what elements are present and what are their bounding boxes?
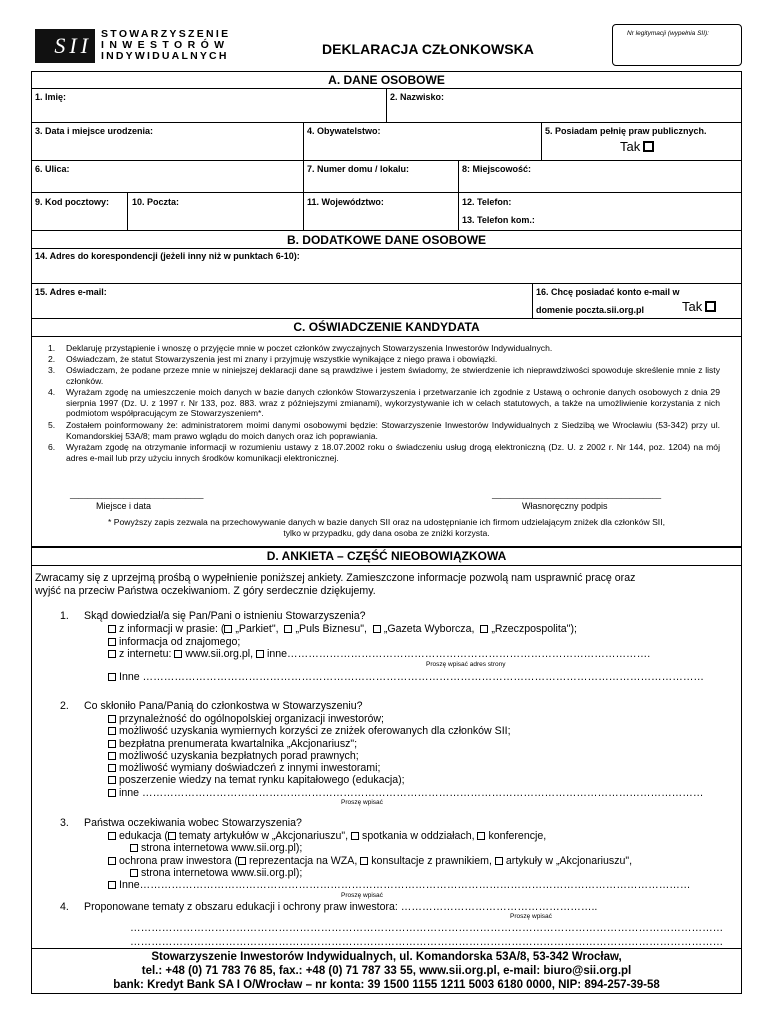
checkbox-icon[interactable] (130, 869, 138, 877)
q1-www-label: www.sii.org.pl, (185, 648, 254, 660)
field-telefon[interactable]: 12. Telefon: (462, 197, 512, 207)
section-a-heading: A. DANE OSOBOWE (328, 73, 445, 87)
checkbox-icon[interactable] (168, 832, 176, 840)
q3-konferencje-label: konferencje, (488, 830, 547, 842)
logo (35, 29, 250, 63)
checkbox-icon[interactable] (495, 857, 503, 865)
q1-rzeczpospolita-label: „Rzeczpospolita"); (491, 623, 577, 635)
q2-other-field[interactable]: inne …………………………………………………………………………………………………………………………………………… (119, 787, 704, 799)
field-poczta[interactable]: 10. Poczta: (132, 197, 180, 207)
q2-option-label: możliwość uzyskania wymiernych korzyści ze zniżek oferowanych dla członków SII; (119, 725, 511, 737)
q3-artykuly-label: artykuły w „Akcjonariuszu", (505, 855, 633, 867)
checkbox-icon[interactable] (108, 625, 116, 633)
q1-parkiet-label: „Parkiet", (235, 623, 279, 635)
statement-number: 5. (48, 420, 56, 430)
checkbox-icon[interactable] (108, 727, 116, 735)
footer-bank: bank: Kredyt Bank SA I O/Wrocław – nr konta: 39 1500 1155 1211 5003 6180 0000, NIP: 894-257-39-58 (113, 979, 660, 991)
place-date-label: Miejsce i data (96, 501, 152, 511)
question-2-text: Co skłoniło Pana/Panią do członkostwa w Stowarzyszeniu? (84, 700, 363, 712)
checkbox-icon[interactable] (373, 625, 381, 633)
legitymacja-label: Nr legitymacji (wypełnia SII): (627, 30, 709, 37)
statement-5 (48, 420, 720, 441)
question-4-number: 4. (60, 901, 69, 913)
q1-option-other (108, 671, 704, 683)
checkbox-icon[interactable] (108, 857, 116, 865)
field-ulica[interactable]: 6. Ulica: (35, 164, 70, 174)
q1-other-site-field[interactable]: inne…………………………………………………………………………………………. (267, 648, 651, 660)
q3-tematy-label: tematy artykułów w „Akcjonariuszu", (178, 830, 349, 842)
footer-address: Stowarzyszenie Inwestorów Indywidualnych, ul. Komandorska 53A/8, 53-342 Wrocław, (151, 951, 622, 963)
q2-option-label: bezpłatna prenumerata kwartalnika „Akcjonariusz"; (119, 738, 358, 750)
q3-line-3 (108, 855, 632, 867)
field-wojewodztwo[interactable]: 11. Województwo: (307, 197, 384, 207)
field-miejscowosc[interactable]: 8: Miejscowość: (462, 164, 532, 174)
q3-ochrona-label: ochrona praw inwestora ( (119, 855, 238, 867)
checkbox-icon[interactable] (108, 752, 116, 760)
field-email[interactable]: 15. Adres e-mail: (35, 287, 107, 297)
q3-strona-label: strona internetowa www.sii.org.pl); (141, 842, 303, 854)
footer-contact: tel.: +48 (0) 71 783 76 85, fax.: +48 (0) 71 787 33 55, www.sii.org.pl, e-mail: biuro@sii.org.pl (141, 965, 632, 977)
q1-option-internet (108, 648, 650, 660)
q1-gazeta-label: „Gazeta Wyborcza, (383, 623, 475, 635)
q2-option-label: możliwość uzyskania bezpłatnych porad prawnych; (119, 750, 359, 762)
statement-6 (48, 442, 720, 463)
statement-number: 1. (48, 343, 56, 353)
survey-intro-1: Zwracamy się z uprzejmą prośbą o wypełnienie poniższej ankiety. Zamieszczone informacje pozwolą nam usprawnić pracę oraz (35, 572, 636, 584)
q2-option-1 (108, 713, 384, 725)
field-numer-domu[interactable]: 7. Numer domu / lokalu: (307, 164, 410, 174)
statement-4 (48, 387, 720, 419)
question-4-text[interactable]: Proponowane tematy z obszaru edukacji i ochrony praw inwestora: ……………………………………………….. (84, 901, 598, 913)
q3-line-4 (130, 867, 302, 879)
q3-line-1 (108, 830, 546, 842)
checkbox-icon[interactable] (108, 832, 116, 840)
checkbox-icon[interactable] (108, 740, 116, 748)
question-3-text: Państwa oczekiwania wobec Stowarzyszenia? (84, 817, 302, 829)
statement-number: 2. (48, 354, 56, 364)
statement-number: 3. (48, 365, 56, 375)
statement-number: 4. (48, 387, 56, 397)
q1-other-field[interactable]: Inne …………………………………………………………………………………………………………………………………………… (119, 671, 705, 683)
question-3-number: 3. (60, 817, 69, 829)
checkbox-icon[interactable] (108, 715, 116, 723)
question-1-text: Skąd dowiedział/a się Pan/Pani o istnieniu Stowarzyszenia? (84, 610, 366, 622)
konto-email-tak-label: Tak (682, 299, 703, 314)
checkbox-icon[interactable] (108, 776, 116, 784)
q2-option-label: poszerzenie wiedzy na temat rynku kapitałowego (edukacja); (119, 774, 405, 786)
checkbox-icon[interactable] (477, 832, 485, 840)
q1-hint-www: Proszę wpisać adres strony (426, 661, 506, 668)
q1-internet-label: z internetu: (119, 648, 172, 660)
signature-line[interactable]: ______________________________________ (492, 490, 662, 499)
checkbox-icon[interactable] (256, 650, 264, 658)
question-1-number: 1. (60, 610, 69, 622)
statement-3 (48, 365, 720, 386)
logo-line-2: INWESTORÓW (101, 39, 230, 51)
field-imie[interactable]: 1. Imię: (35, 92, 67, 102)
statement-text: Oświadczam, że statut Stowarzyszenia jest mi znany i przyjmuję wszystkie wynikające z niego prawa i obowiązki. (66, 354, 498, 364)
q2-option-4 (108, 750, 359, 762)
q1-press-label: z informacji w prasie: ( (119, 623, 225, 635)
statement-number: 6. (48, 442, 56, 452)
q3-line-2 (130, 842, 302, 854)
checkbox-icon[interactable] (108, 650, 116, 658)
field-nazwisko[interactable]: 2. Nazwisko: (390, 92, 445, 102)
konto-email-label-2: domenie poczta.sii.org.pl (536, 305, 645, 315)
checkbox-icon[interactable] (351, 832, 359, 840)
checkbox-icon[interactable] (643, 141, 654, 152)
statement-1 (48, 343, 720, 354)
footnote-line-1: * Powyższy zapis zezwala na przechowywanie danych w bazie danych SII oraz na udostępnianie ich firmom udzielającym zniżek dla członków SII, (108, 517, 665, 527)
prawa-publiczne-tak-label: Tak (620, 139, 641, 154)
konto-email-tak[interactable] (682, 299, 716, 314)
q4-answer-line-1[interactable]: …………………………………………………………………………………………………………………………………………………… (130, 922, 724, 934)
logo-line-1: STOWARZYSZENIE (101, 28, 231, 40)
q3-hint: Proszę wpisać (341, 892, 383, 899)
q2-option-6 (108, 774, 405, 786)
checkbox-icon[interactable] (130, 844, 138, 852)
q3-strona2-label: strona internetowa www.sii.org.pl); (141, 867, 303, 879)
q1-puls-label: „Puls Biznesu", (295, 623, 367, 635)
q1-friend-label: informacja od znajomego; (119, 636, 241, 648)
checkbox-icon[interactable] (174, 650, 182, 658)
q3-prawnik-label: konsultacje z prawnikiem, (371, 855, 492, 867)
q2-option-7 (108, 787, 703, 799)
q2-option-3 (108, 738, 357, 750)
q3-edukacja-label: edukacja ( (119, 830, 168, 842)
checkbox-icon[interactable] (238, 857, 246, 865)
field-kod-pocztowy[interactable]: 9. Kod pocztowy: (35, 197, 109, 207)
field-obywatelstwo[interactable]: 4. Obywatelstwo: (307, 126, 381, 136)
checkbox-icon[interactable] (108, 789, 116, 797)
statement-2 (48, 354, 720, 365)
q3-line-5 (108, 879, 691, 891)
legitymacja-box[interactable] (612, 24, 742, 66)
q4-answer-line-2[interactable]: …………………………………………………………………………………………………………………………………………………… (130, 936, 724, 948)
logo-line-3: INDYWIDUALNYCH (101, 50, 229, 62)
signature-label: Własnoręczny podpis (522, 501, 608, 511)
checkbox-icon[interactable] (224, 625, 232, 633)
q2-option-5 (108, 762, 380, 774)
checkbox-icon[interactable] (108, 673, 116, 681)
section-c-heading: C. OŚWIADCZENIE KANDYDATA (293, 320, 480, 334)
q3-wza-label: reprezentacja na WZA, (248, 855, 358, 867)
q3-other-field[interactable]: Inne………………………………………………………………………………………………………………………………………… (119, 879, 691, 891)
field-prawa-publiczne: 5. Posiadam pełnię praw publicznych. (545, 126, 707, 136)
page-title: DEKLARACJA CZŁONKOWSKA (322, 41, 534, 57)
q4-hint: Proszę wpisać (510, 913, 552, 920)
checkbox-icon[interactable] (360, 857, 368, 865)
q2-hint: Proszę wpisać (341, 799, 383, 806)
checkbox-icon[interactable] (480, 625, 488, 633)
question-2-number: 2. (60, 700, 69, 712)
statement-text: Oświadczam, że podane przeze mnie w niniejszej deklaracji dane są prawdziwe i jestem świadomy, że stwierdzenie ich nieprawdziwości spowoduje skreślenie mnie z listy członków. (66, 365, 720, 386)
q2-option-label: możliwość wymiany doświadczeń z innymi inwestorami; (119, 762, 381, 774)
q2-option-2 (108, 725, 511, 737)
konto-email-label-1: 16. Chcę posiadać konto e-mail w (536, 287, 680, 297)
field-data-miejsce-urodzenia[interactable]: 3. Data i miejsce urodzenia: (35, 126, 154, 136)
prawa-publiczne-tak[interactable] (620, 139, 654, 154)
field-adres-korespondencji[interactable]: 14. Adres do korespondencji (jeżeli inny niż w punktach 6-10): (35, 251, 300, 261)
checkbox-icon[interactable] (108, 881, 116, 889)
checkbox-icon[interactable] (705, 301, 716, 312)
statement-text: Wyrażam zgodę na umieszczenie moich danych w bazie danych członków Stowarzyszenia i przetwarzanie ich zgodnie z Ustawą o ochronie danych osobowych z dnia 29 sierpnia 1997 (Dz. U. z 1997 r. Nr 133, poz. 883. wraz z późniejszymi zmianami), wykorzystywanie ich w celach statutowych, a także na umożliwienie korzystania z nich podmiotom współpracującym ze Stowarzyszeniem*. (66, 387, 720, 419)
survey-intro-2: wyjść na przeciw Państwa oczekiwaniom. Z góry serdecznie dziękujemy. (35, 585, 376, 597)
checkbox-icon[interactable] (108, 638, 116, 646)
statement-text: Deklaruję przystąpienie i wnoszę o przyjęcie mnie w poczet członków zwyczajnych Stowarzyszenia Inwestorów Indywidualnych. (66, 343, 553, 353)
place-date-line[interactable]: ______________________________ (70, 490, 204, 499)
q1-option-press (108, 623, 577, 635)
q3-spotkania-label: spotkania w oddziałach, (362, 830, 475, 842)
q2-option-label: przynależność do ogólnopolskiej organizacji inwestorów; (119, 713, 384, 725)
section-d-heading: D. ANKIETA – CZĘŚĆ NIEOBOWIĄZKOWA (266, 549, 507, 563)
q1-option-friend (108, 636, 240, 648)
field-telefon-kom[interactable]: 13. Telefon kom.: (462, 215, 535, 225)
checkbox-icon[interactable] (108, 764, 116, 772)
footnote-line-2: tylko w przypadku, gdy dana osoba ze zniżki korzysta. (283, 528, 490, 538)
section-b-heading: B. DODATKOWE DANE OSOBOWE (286, 233, 487, 247)
logo-mark: SII (35, 29, 95, 63)
statement-text: Zostałem poinformowany że: administratorem moimi danymi osobowymi będzie: Stowarzyszenie Inwestorów Indywidualnych z Siedzibą we Wrocławiu (53-342) przy ul. Komandorskiej 53A/8; mam prawo wglądu do moich danych oraz ich poprawiania. (66, 420, 720, 441)
statement-text: Wyrażam zgodę na otrzymanie informacji w rozumieniu ustawy z 18.07.2002 roku o świadczeniu usług drogą elektroniczną (Dz. U. z 2002 r. Nr 144, poz. 1204) na mój adres e-mail lub przy użyciu innych środków komunikacji elektronicznej. (66, 442, 720, 463)
checkbox-icon[interactable] (284, 625, 292, 633)
